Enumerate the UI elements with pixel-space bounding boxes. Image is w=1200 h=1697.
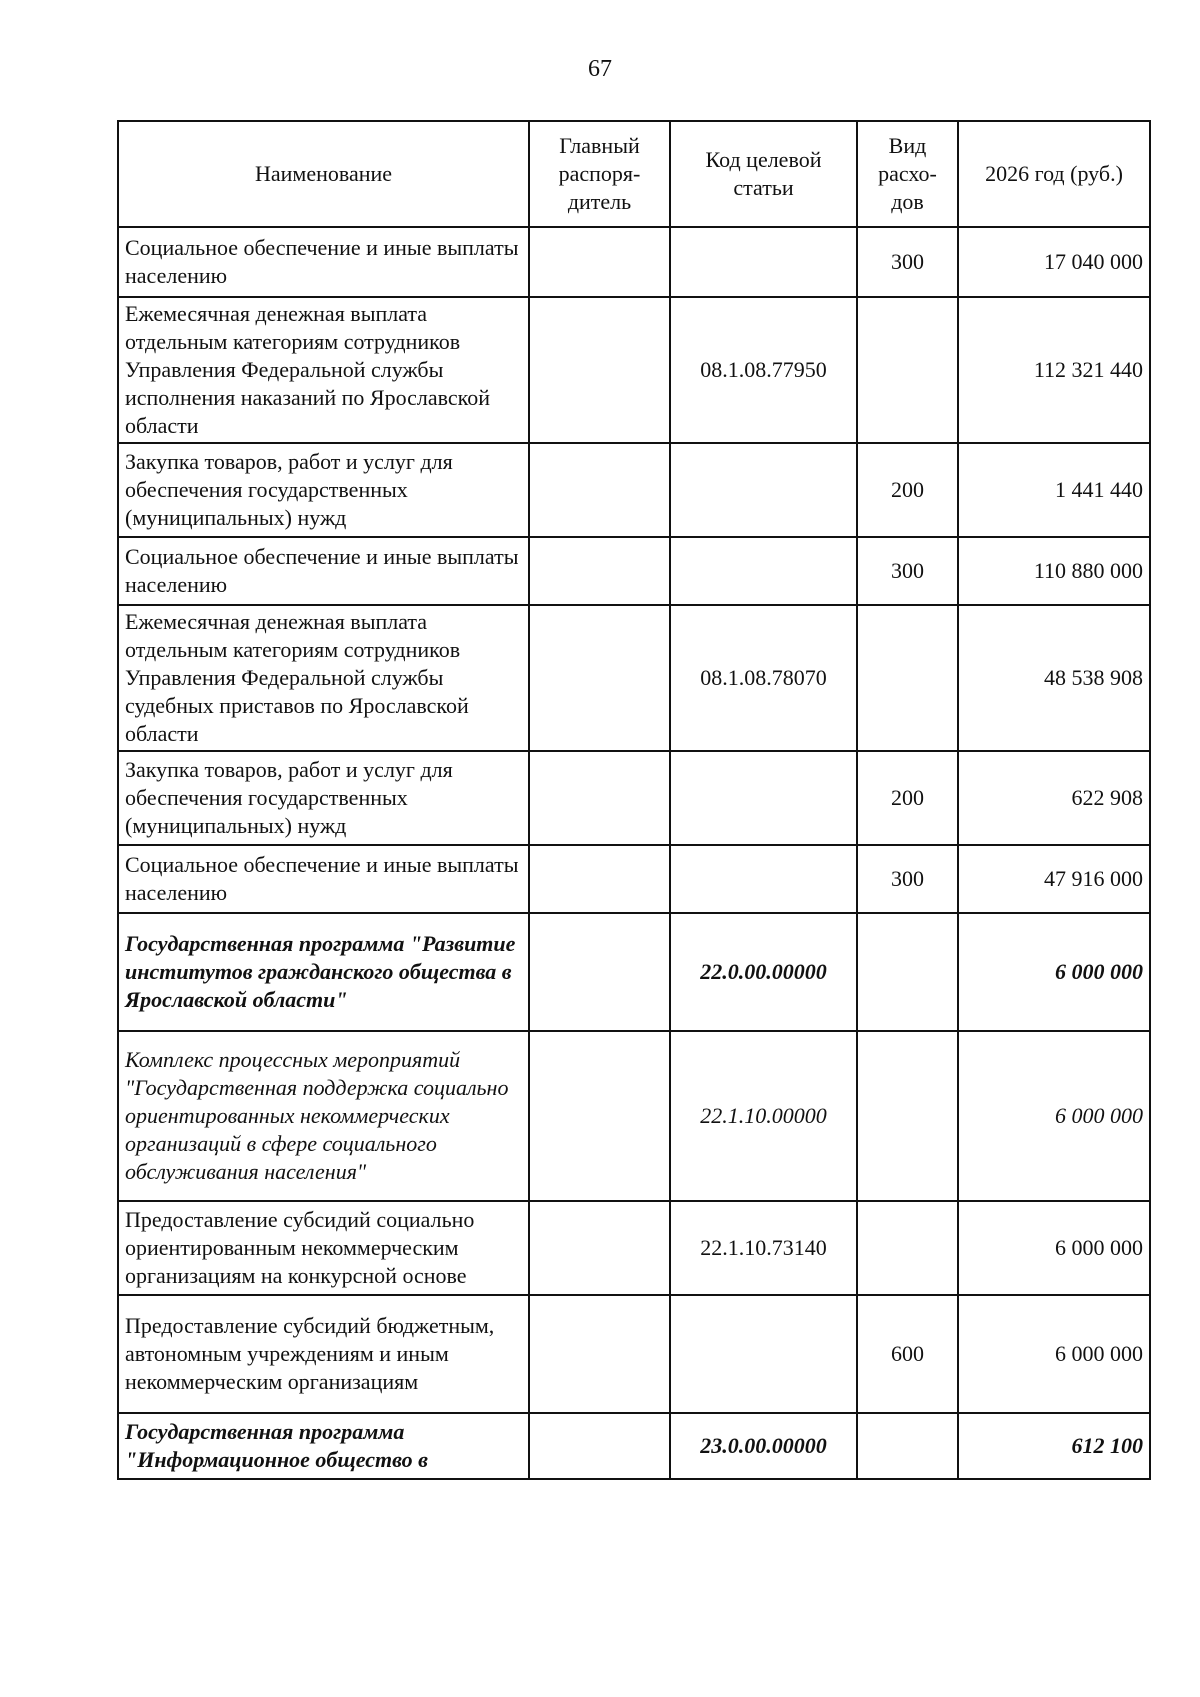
budget-table <box>117 120 1151 1480</box>
cell-code: 08.1.08.78070 <box>670 605 857 751</box>
cell-amount: 6 000 000 <box>958 913 1150 1031</box>
cell-manager <box>529 845 670 913</box>
cell-amount: 110 880 000 <box>958 537 1150 605</box>
table-row <box>118 845 1150 913</box>
table-row <box>118 1413 1150 1479</box>
cell-code <box>670 751 857 845</box>
cell-name: Предоставление субсидий социально ориентированным некоммерческим организациям на конкурсной основе <box>118 1201 529 1295</box>
cell-name: Ежемесячная денежная выплата отдельным категориям сотрудников Управления Федеральной службы исполнения наказаний по Ярославской области <box>118 297 529 443</box>
cell-code: 23.0.00.00000 <box>670 1413 857 1479</box>
cell-amount: 1 441 440 <box>958 443 1150 537</box>
cell-amount: 47 916 000 <box>958 845 1150 913</box>
table-row <box>118 1031 1150 1201</box>
cell-name: Государственная программа "Развитие институтов гражданского общества в Ярославской области" <box>118 913 529 1031</box>
cell-type: 600 <box>857 1295 958 1413</box>
cell-type <box>857 1031 958 1201</box>
cell-type <box>857 605 958 751</box>
cell-type: 200 <box>857 443 958 537</box>
cell-type <box>857 1201 958 1295</box>
cell-manager <box>529 1295 670 1413</box>
cell-amount: 17 040 000 <box>958 227 1150 297</box>
table-row <box>118 297 1150 443</box>
cell-name: Закупка товаров, работ и услуг для обеспечения государственных (муниципальных) нужд <box>118 443 529 537</box>
cell-amount: 612 100 <box>958 1413 1150 1479</box>
cell-amount: 622 908 <box>958 751 1150 845</box>
cell-code <box>670 227 857 297</box>
table-row <box>118 443 1150 537</box>
cell-type: 300 <box>857 845 958 913</box>
table-row <box>118 227 1150 297</box>
cell-manager <box>529 605 670 751</box>
table-row <box>118 751 1150 845</box>
cell-type: 300 <box>857 537 958 605</box>
cell-manager <box>529 1031 670 1201</box>
table-body <box>118 227 1150 1479</box>
cell-name: Комплекс процессных мероприятий "Государственная поддержка социально ориентированных некоммерческих организаций в сфере социального обслуживания населения" <box>118 1031 529 1201</box>
cell-name: Социальное обеспечение и иные выплаты населению <box>118 845 529 913</box>
table-row <box>118 1201 1150 1295</box>
table-row <box>118 537 1150 605</box>
cell-type: 200 <box>857 751 958 845</box>
cell-manager <box>529 1413 670 1479</box>
cell-type <box>857 1413 958 1479</box>
table-row <box>118 913 1150 1031</box>
header-type: Вид расхо-дов <box>857 121 958 227</box>
cell-code <box>670 1295 857 1413</box>
page-number: 67 <box>588 56 612 82</box>
cell-code <box>670 537 857 605</box>
cell-manager <box>529 1201 670 1295</box>
cell-amount: 6 000 000 <box>958 1201 1150 1295</box>
header-name: Наименование <box>118 121 529 227</box>
cell-type <box>857 297 958 443</box>
cell-code: 22.1.10.73140 <box>670 1201 857 1295</box>
cell-amount: 48 538 908 <box>958 605 1150 751</box>
cell-code: 22.0.00.00000 <box>670 913 857 1031</box>
cell-manager <box>529 297 670 443</box>
header-manager: Главный распоря-дитель <box>529 121 670 227</box>
cell-name: Социальное обеспечение и иные выплаты населению <box>118 537 529 605</box>
cell-amount: 6 000 000 <box>958 1295 1150 1413</box>
header-code: Код целевой статьи <box>670 121 857 227</box>
cell-type <box>857 913 958 1031</box>
cell-name: Социальное обеспечение и иные выплаты населению <box>118 227 529 297</box>
table-row <box>118 605 1150 751</box>
cell-manager <box>529 227 670 297</box>
cell-amount: 6 000 000 <box>958 1031 1150 1201</box>
table-header <box>118 121 1150 227</box>
cell-manager <box>529 751 670 845</box>
cell-type: 300 <box>857 227 958 297</box>
table-row <box>118 1295 1150 1413</box>
cell-name: Закупка товаров, работ и услуг для обеспечения государственных (муниципальных) нужд <box>118 751 529 845</box>
cell-code: 08.1.08.77950 <box>670 297 857 443</box>
cell-manager <box>529 443 670 537</box>
cell-code <box>670 845 857 913</box>
cell-manager <box>529 913 670 1031</box>
header-amount: 2026 год (руб.) <box>958 121 1150 227</box>
cell-name: Государственная программа "Информационное общество в <box>118 1413 529 1479</box>
cell-name: Ежемесячная денежная выплата отдельным категориям сотрудников Управления Федеральной службы судебных приставов по Ярославской области <box>118 605 529 751</box>
cell-amount: 112 321 440 <box>958 297 1150 443</box>
cell-code <box>670 443 857 537</box>
cell-code: 22.1.10.00000 <box>670 1031 857 1201</box>
cell-manager <box>529 537 670 605</box>
cell-name: Предоставление субсидий бюджетным, автономным учреждениям и иным некоммерческим организациям <box>118 1295 529 1413</box>
